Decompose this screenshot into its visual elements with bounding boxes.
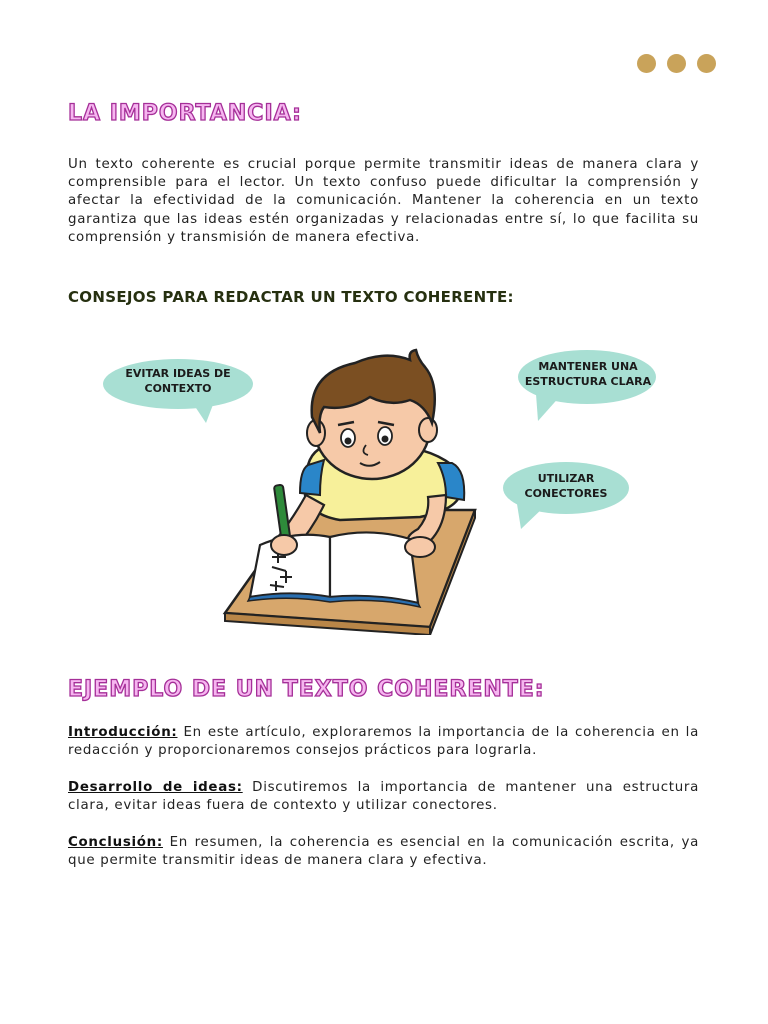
bubble-text-line: UTILIZAR <box>537 472 595 485</box>
tip-bubble-clear-structure <box>518 350 658 422</box>
bubble-text-line: EVITAR IDEAS DE <box>125 367 231 380</box>
example-text-development: Discutiremos la importancia de mantener una estructura clara, evitar ideas fuera de contexto y utilizar conectores. <box>68 780 700 814</box>
dot-icon <box>637 54 656 73</box>
example-introduction <box>68 724 699 760</box>
tip-bubble-connectors <box>503 462 629 530</box>
example-conclusion <box>68 834 699 870</box>
example-text-introduction: En este artículo, exploraremos la importancia de la coherencia en la redacción y proporcionaremos consejos prácticos para lograrla. <box>68 725 699 759</box>
bubble-text-line: CONECTORES <box>524 487 608 500</box>
example-development <box>68 779 699 815</box>
section-title-example: EJEMPLO DE UN TEXTO COHERENTE: <box>68 677 545 702</box>
example-label-introduction: Introducción: <box>68 725 178 740</box>
dot-icon <box>697 54 716 73</box>
example-label-development: Desarrollo de ideas: <box>68 780 243 795</box>
bubble-text-line: ESTRUCTURA CLARA <box>524 375 652 388</box>
example-label-conclusion: Conclusión: <box>68 835 163 850</box>
bubble-text-line: CONTEXTO <box>144 382 212 395</box>
boy-writing-icon <box>220 345 485 635</box>
importance-paragraph: Un texto coherente es crucial porque permite transmitir ideas de manera clara y comprensible para el lector. Un texto confuso puede dificultar la comprensión y afectar la efectividad de la comunicación. Mantener la coherencia en un texto garantiza que las ideas estén organizadas y relacionadas entre sí, lo que facilita su comprensión y transmisión de manera efectiva. <box>68 157 699 245</box>
section-title-importance: LA IMPORTANCIA: <box>68 101 302 126</box>
boy-writing-at-desk-illustration <box>220 345 485 635</box>
bubble-text-line: MANTENER UNA <box>538 360 638 373</box>
tips-heading: CONSEJOS PARA REDACTAR UN TEXTO COHERENTE: <box>68 288 514 306</box>
dot-icon <box>667 54 686 73</box>
decorative-dots <box>637 54 716 73</box>
example-text-conclusion: En resumen, la coherencia es esencial en la comunicación escrita, ya que permite transmitir ideas de manera clara y efectiva. <box>68 835 699 869</box>
